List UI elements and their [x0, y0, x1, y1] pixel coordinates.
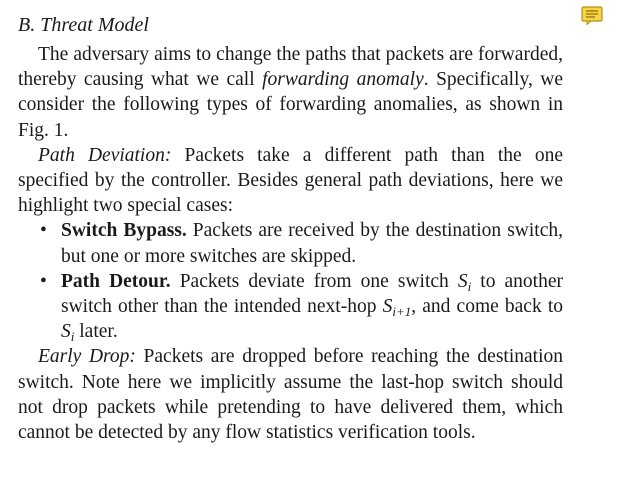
- path-detour-text-a: Packets deviate from one switch: [170, 270, 458, 292]
- math-s-symbol: S: [61, 321, 71, 343]
- bullet-icon: •: [40, 270, 47, 292]
- bullet-title-switch-bypass: Switch Bypass.: [61, 220, 187, 242]
- paper-page: [18, 12, 563, 445]
- bullet-title-path-detour: Path Detour.: [61, 270, 171, 292]
- math-s-i-plus-1: [382, 296, 412, 320]
- paragraph-early-drop: [18, 344, 563, 445]
- early-drop-text: Packets are dropped before reaching the destination switch. Note here we implicitly assume the last-hop switch should not drop packets while pretending to have delivered them, which cannot be detected by any flow statistics verification tools.: [18, 346, 563, 444]
- math-subscript: i: [70, 329, 75, 345]
- label-path-deviation: Path Deviation:: [38, 144, 172, 166]
- paragraph-intro-text: The adversary aims to change the paths that packets are forwarded, thereby causing what we call: [18, 44, 563, 91]
- comment-note-icon-graphic: [581, 6, 603, 25]
- comment-note-icon[interactable]: [581, 6, 603, 25]
- math-s-symbol: S: [382, 296, 393, 318]
- paragraph-intro: [18, 42, 563, 143]
- anomaly-list: [18, 218, 563, 344]
- math-subscript: i+1: [392, 304, 412, 320]
- math-s-i: [61, 321, 75, 345]
- math-s-symbol: S: [457, 270, 468, 292]
- math-s-i: [458, 271, 471, 292]
- list-item-path-detour: [18, 269, 563, 345]
- list-item-switch-bypass: [18, 218, 563, 268]
- section-heading: B. Threat Model: [18, 14, 149, 36]
- paragraph-intro-tail: . Specifically, we consider the following types of forwarding anomalies, as shown in Fig. 1.: [18, 69, 564, 141]
- path-detour-text-d: later.: [74, 321, 118, 343]
- path-deviation-text: Packets take a different path than the one specified by the controller. Besides general path deviations, here we highlight two special cases:: [18, 144, 563, 217]
- label-early-drop: Early Drop:: [38, 346, 136, 368]
- math-subscript: i: [467, 278, 472, 294]
- path-detour-text-b: to another switch other than the intended next-hop: [61, 270, 563, 318]
- bullet-icon: •: [40, 220, 47, 242]
- paragraph-path-deviation: [18, 143, 563, 219]
- path-detour-text-c: , and come back to: [411, 296, 563, 318]
- bullet-text-switch-bypass: Packets are received by the destination switch, but one or more switches are skipped.: [61, 220, 563, 267]
- term-forwarding-anomaly: forwarding anomaly: [262, 69, 424, 91]
